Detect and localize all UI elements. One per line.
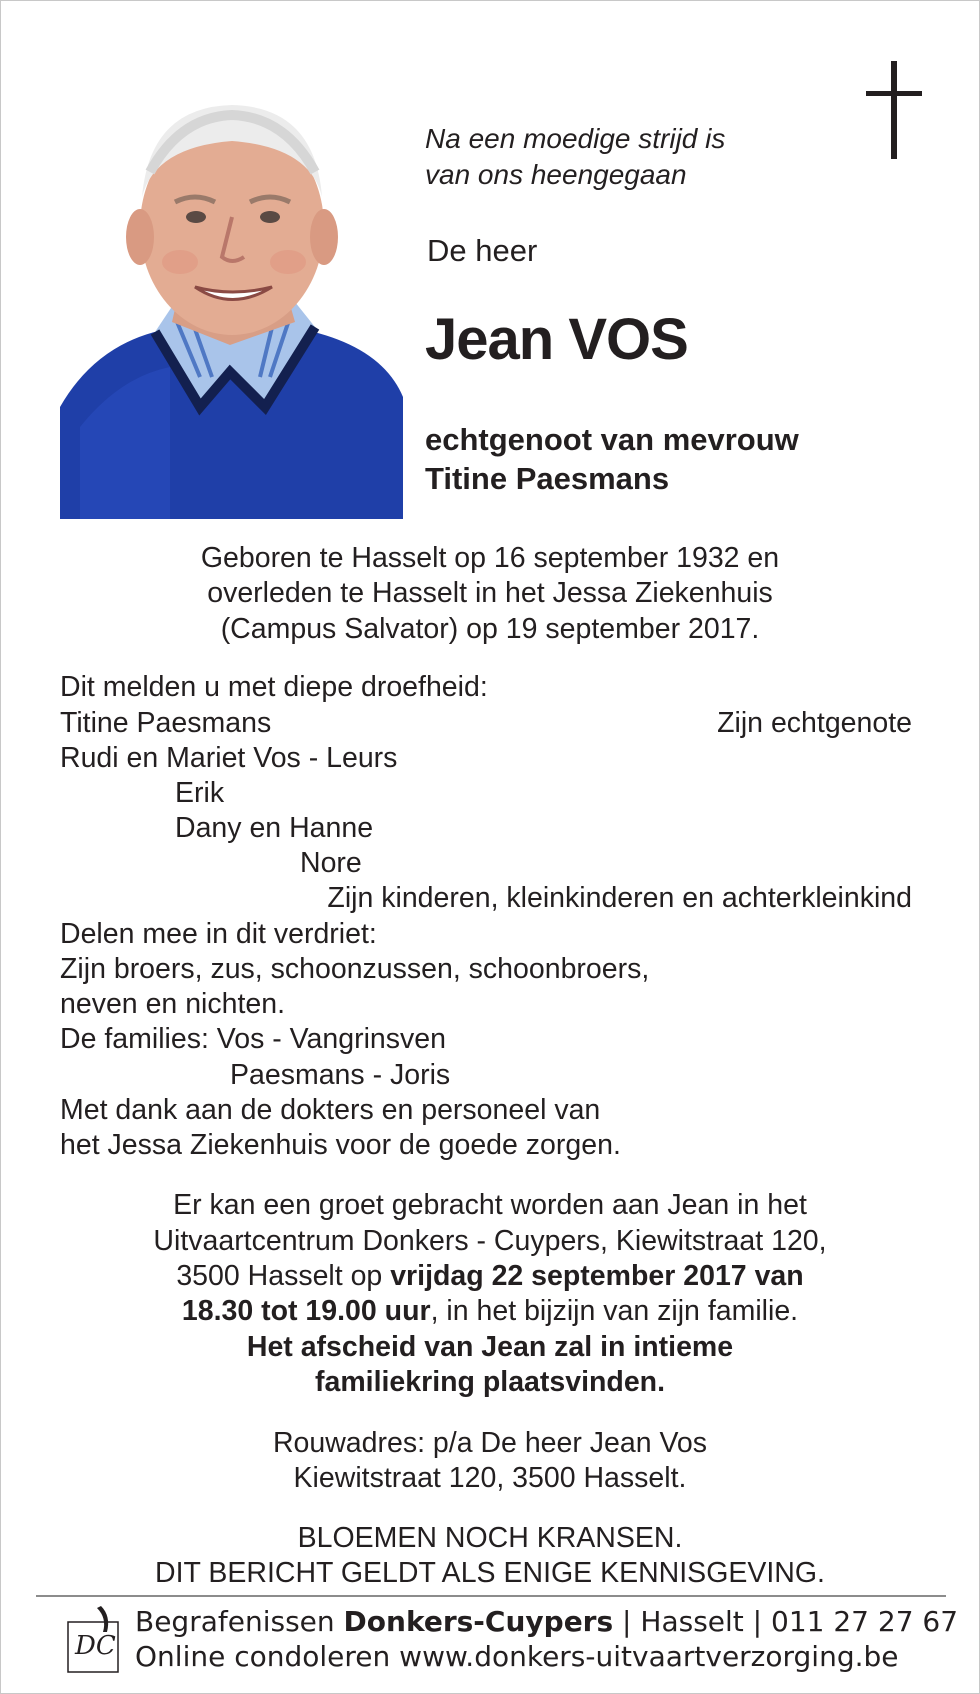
notice-line-1: BLOEMEN NOCH KRANSEN. — [297, 1522, 683, 1554]
families-line-1: De families: Vos - Vangrinsven — [60, 1023, 446, 1055]
announce-intro: Dit melden u met diepe droefheid: — [60, 671, 488, 703]
notice-line-2: DIT BERICHT GELDT ALS ENIGE KENNISGEVING. — [155, 1557, 825, 1589]
farewell-line-1: Het afscheid van Jean zal in intieme — [246, 1331, 734, 1363]
address-line-2: Kiewitstraat 120, 3500 Hasselt. — [293, 1462, 687, 1494]
visit-line-4-suffix: , in het bijzijn van zijn familie. — [430, 1295, 799, 1327]
spouse-line-1: echtgenoot van mevrouw — [425, 422, 799, 457]
footer-divider — [36, 1595, 946, 1597]
thanks-line-1: Met dank aan de dokters en personeel van — [60, 1094, 601, 1126]
intro-line-2: van ons heengegaan — [425, 159, 687, 190]
visit-line-3 — [1, 1260, 979, 1293]
visit-date: vrijdag 22 september 2017 van — [390, 1260, 804, 1292]
birth-line-1: Geboren te Hasselt op 16 september 1932 en — [200, 542, 780, 574]
thanks-line-2: het Jessa Ziekenhuis voor de goede zorgen. — [60, 1129, 621, 1161]
visit-line-4 — [1, 1295, 979, 1328]
footer-prefix: Begrafenissen — [135, 1605, 344, 1638]
visit-line-3-prefix: 3500 Hasselt op — [176, 1260, 391, 1292]
visit-line-1: Er kan een groet gebracht worden aan Jean in het — [173, 1189, 807, 1221]
great-grandchild: Nore — [300, 847, 362, 879]
siblings-line-1: Zijn broers, zus, schoonzussen, schoonbroers, — [60, 953, 650, 985]
birth-line-2: overleden te Hasselt in het Jessa Ziekenhuis — [207, 577, 773, 609]
footer-line-1 — [135, 1605, 958, 1638]
farewell-line-2: familiekring plaatsvinden. — [314, 1366, 665, 1398]
children: Rudi en Mariet Vos - Leurs — [60, 742, 398, 774]
dc-logo-icon — [67, 1604, 119, 1682]
grandchild-1: Erik — [175, 777, 225, 809]
portrait-photo — [60, 77, 403, 519]
grandchild-2: Dany en Hanne — [175, 812, 374, 844]
visit-time: 18.30 tot 19.00 uur — [181, 1295, 431, 1327]
spouse-line-2: Titine Paesmans — [425, 461, 670, 496]
cross-icon — [863, 61, 925, 161]
footer-city: | Hasselt | — [613, 1605, 771, 1638]
salutation: De heer — [427, 233, 538, 268]
footer-company: Donkers-Cuypers — [343, 1605, 614, 1638]
birth-line-3: (Campus Salvator) op 19 september 2017. — [220, 613, 760, 645]
intro-line-1: Na een moedige strijd is — [425, 123, 726, 154]
family-role: Zijn kinderen, kleinkinderen en achterkleinkind — [327, 882, 912, 914]
deceased-name: Jean VOS — [425, 307, 688, 372]
siblings-line-2: neven en nichten. — [60, 988, 286, 1020]
svg-text:DC: DC — [75, 1631, 116, 1661]
share-intro: Delen mee in dit verdriet: — [60, 918, 377, 950]
footer-website[interactable]: Online condoleren www.donkers-uitvaartverzorging.be — [135, 1640, 899, 1673]
address-line-1: Rouwadres: p/a De heer Jean Vos — [272, 1427, 708, 1459]
families-line-2: Paesmans - Joris — [230, 1059, 451, 1091]
spouse-name: Titine Paesmans — [60, 707, 272, 739]
footer-phone[interactable]: 011 27 27 67 — [771, 1605, 959, 1638]
visit-line-2: Uitvaartcentrum Donkers - Cuypers, Kiewitstraat 120, — [153, 1225, 827, 1257]
spouse-role: Zijn echtgenote — [717, 707, 912, 739]
